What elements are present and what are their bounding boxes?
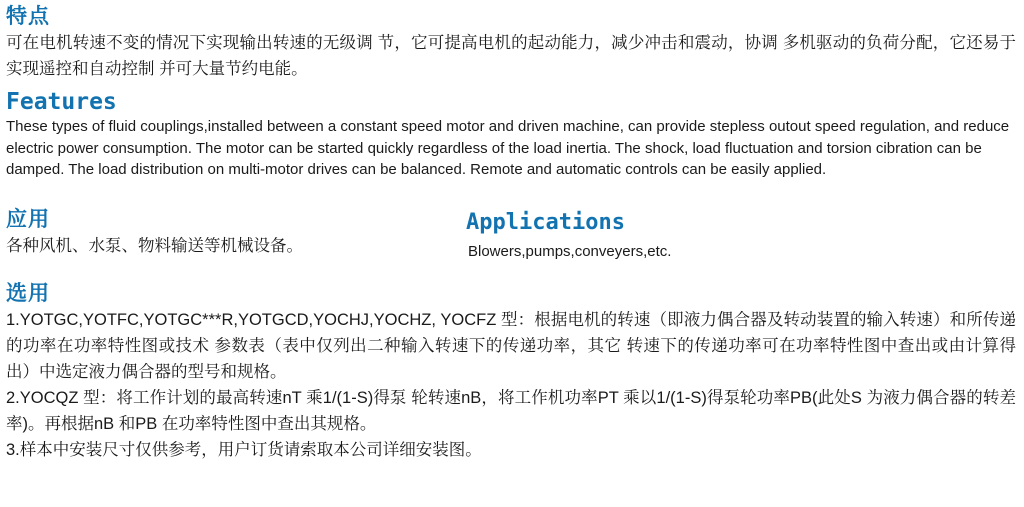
selection-item-1: 1.YOTGC,YOTFC,YOTGC***R,YOTGCD,YOCHJ,YOCHZ, YOCFZ 型：根据电机的转速（即液力偶合器及转动装置的输入转速）和所传递的功率在功率特性图或技术 参数表（表中仅列出二种输入转速下的传递功率，其它 转速下的传递功率可在功率特性图中查出或由计算得 出）中选定液力偶合器的型号和规格。 (6, 310, 1016, 381)
section-applications (6, 207, 1016, 271)
features-heading-cn: 特点 (6, 5, 50, 28)
features-body-en: These types of fluid couplings,installed between a constant speed motor and driven machine, can provide stepless outout speed regulation, and reduce electric power consumption. The motor can be started quickly regardless of the load inertia. The shock, load fluctuation and torsion cibration can be damped. The load distribution on multi-motor drives can be balanced. Remote and automatic controls can be easily applied. (6, 118, 1010, 178)
spacer (6, 271, 1016, 281)
section-features (6, 4, 1016, 181)
section-selection (6, 281, 1016, 463)
features-body-cn: 可在电机转速不变的情况下实现输出转速的无级调 节，它可提高电机的起动能力，减少冲击和震动，协调 多机驱动的负荷分配，它还易于实现遥控和自动控制 并可大量节约电能。 (6, 34, 1016, 78)
applications-body-en: Blowers,pumps,conveyers,etc. (468, 242, 672, 260)
features-heading-en: Features (6, 89, 117, 115)
applications-en-block (466, 209, 986, 263)
selection-item-2: 2.YOCQZ 型：将工作计划的最高转速nT 乘1/(1-S)得泵 轮转速nB，将工作机功率PT 乘以1/(1-S)得泵轮功率PB(此处S 为液力偶合器的转差率)。再根据nB 和PB 在功率特性图中查出其规格。 (6, 388, 1016, 433)
applications-cn-block (6, 207, 466, 259)
applications-heading-en: Applications (466, 209, 625, 235)
selection-heading-cn: 选用 (6, 281, 50, 305)
spacer (6, 181, 1016, 207)
applications-heading-cn: 应用 (6, 207, 50, 231)
applications-body-cn: 各种风机、水泵、物料输送等机械设备。 (6, 236, 303, 255)
selection-item-3: 3.样本中安装尺寸仅供参考，用户订货请索取本公司详细安装图。 (6, 440, 482, 459)
spacer (6, 82, 1016, 86)
